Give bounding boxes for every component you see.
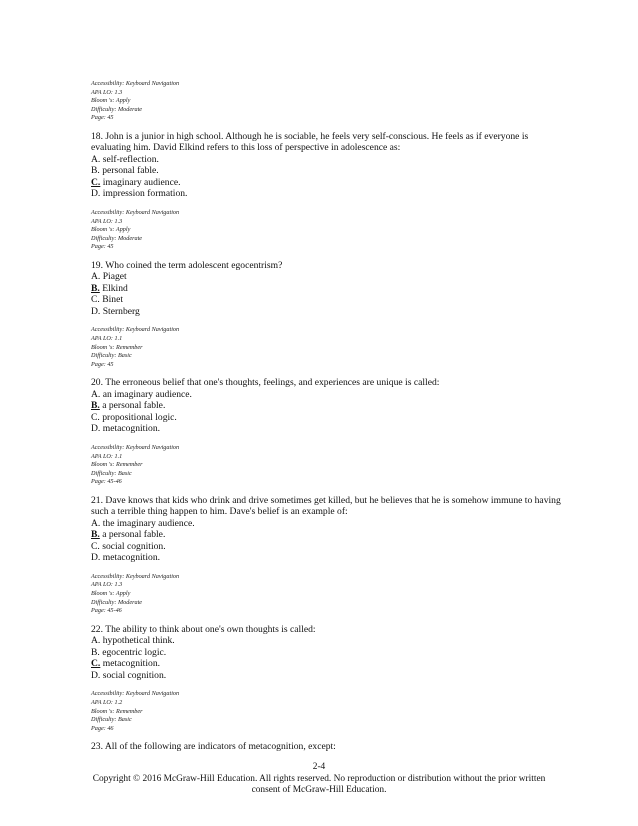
metadata-line: APA LO: 1.1 — [91, 335, 123, 343]
answer-option — [91, 165, 561, 177]
answer-option — [91, 552, 561, 564]
option-text: personal fable. — [99, 165, 159, 177]
option-letter: C. — [91, 658, 101, 670]
answer-option-correct — [91, 177, 561, 189]
metadata-line: Bloom 's: Remember — [91, 343, 143, 351]
option-letter: A. — [91, 635, 101, 647]
metadata-line: Accessibility: Keyboard Navigation — [91, 326, 180, 334]
option-text: imaginary audience. — [100, 176, 181, 188]
option-letter: A. — [91, 388, 101, 400]
question-text: 21. Dave knows that kids who drink and drive sometimes get killed, but he believes that he is somehow immune to having such a terrible thing happen to him. Dave's belief is an example of: — [91, 494, 561, 518]
option-text: Elkind — [99, 282, 128, 294]
question-text: 19. Who coined the term adolescent egocentrism? — [91, 259, 283, 271]
question-text: 22. The ability to think about one's own thoughts is called: — [91, 623, 316, 635]
metadata-line: Page: 46 — [91, 724, 114, 732]
question-item — [91, 495, 561, 564]
metadata-line: Accessibility: Keyboard Navigation — [91, 80, 180, 87]
copyright-notice: Copyright © 2016 McGraw-Hill Education. All rights reserved. No reproduction or distribution without the prior written consent of McGraw-Hill Education. — [92, 773, 546, 796]
question-item — [91, 377, 561, 435]
answer-option — [91, 541, 561, 553]
metadata-line: Bloom 's: Apply — [91, 590, 131, 598]
question-item — [91, 260, 561, 318]
answer-option — [91, 188, 561, 200]
metadata-line: Accessibility: Keyboard Navigation — [91, 208, 180, 216]
answer-option — [91, 412, 561, 424]
metadata-line: Bloom 's: Remember — [91, 461, 143, 469]
option-text: an imaginary audience. — [100, 388, 192, 400]
answer-option-correct — [91, 400, 561, 412]
option-text: social cognition. — [99, 540, 166, 552]
metadata-line: Bloom 's: Apply — [91, 97, 131, 105]
option-text: the imaginary audience. — [100, 517, 195, 529]
answer-option — [91, 670, 561, 682]
metadata-line: APA LO: 1.3 — [91, 581, 123, 589]
question-metadata — [91, 444, 561, 487]
option-letter: A. — [91, 517, 101, 529]
answer-option — [91, 271, 561, 283]
option-letter: B. — [91, 400, 100, 412]
question-metadata — [91, 573, 561, 616]
document-page — [91, 80, 561, 762]
option-text: egocentric logic. — [99, 646, 167, 658]
option-letter: A. — [91, 153, 101, 165]
option-letter: D. — [91, 552, 101, 564]
answer-option — [91, 647, 561, 659]
answer-option — [91, 389, 561, 401]
answer-option — [91, 518, 561, 530]
question-item — [91, 624, 561, 682]
metadata-line: Difficulty: Basic — [91, 716, 132, 724]
option-text: propositional logic. — [99, 411, 177, 423]
answer-option-correct — [91, 658, 561, 670]
metadata-line: Bloom 's: Apply — [91, 226, 131, 234]
option-text: Binet — [99, 294, 123, 306]
answer-option-correct — [91, 529, 561, 541]
option-text: impression formation. — [100, 188, 188, 200]
question-item — [91, 741, 561, 753]
option-text: social cognition. — [100, 669, 167, 681]
metadata-line: APA LO: 1.2 — [91, 698, 123, 706]
answer-option — [91, 635, 561, 647]
answer-option — [91, 294, 561, 306]
question-text: 20. The erroneous belief that one's thoughts, feelings, and experiences are unique is called: — [91, 377, 440, 389]
answer-option — [91, 306, 561, 318]
option-letter: D. — [91, 188, 101, 200]
question-metadata — [91, 80, 561, 123]
option-letter: C. — [91, 411, 100, 423]
metadata-line: Page: 45-46 — [91, 478, 122, 486]
option-letter: B. — [91, 646, 100, 658]
answer-option — [91, 423, 561, 435]
option-text: metacognition. — [100, 658, 161, 670]
option-letter: C. — [91, 294, 100, 306]
option-text: Piaget — [100, 271, 127, 283]
option-letter: B. — [91, 165, 100, 177]
question-text: 18. John is a junior in high school. Although he is sociable, he feels very self-conscious. He feels as if everyone is evaluating him. David Elkind refers to this loss of perspective in adolescence as: — [91, 130, 529, 154]
option-letter: D. — [91, 305, 101, 317]
metadata-line: Difficulty: Moderate — [91, 105, 143, 113]
metadata-line: Difficulty: Moderate — [91, 598, 143, 606]
question-item — [91, 131, 561, 200]
option-letter: C. — [91, 540, 100, 552]
metadata-line: Difficulty: Basic — [91, 352, 132, 360]
metadata-line: Accessibility: Keyboard Navigation — [91, 572, 180, 580]
page-footer — [0, 762, 638, 797]
metadata-line: Page: 45 — [91, 114, 114, 122]
option-letter: B. — [91, 282, 100, 294]
option-text: a personal fable. — [99, 400, 166, 412]
option-text: a personal fable. — [99, 529, 166, 541]
metadata-line: APA LO: 1.3 — [91, 217, 123, 225]
metadata-line: APA LO: 1.3 — [91, 88, 123, 96]
answer-option-correct — [91, 283, 561, 295]
option-letter: D. — [91, 669, 101, 681]
option-text: metacognition. — [100, 552, 161, 564]
metadata-line: Accessibility: Keyboard Navigation — [91, 690, 180, 698]
question-metadata — [91, 690, 561, 733]
option-letter: A. — [91, 271, 101, 283]
option-text: hypothetical think. — [100, 635, 175, 647]
metadata-line: Bloom 's: Remember — [91, 707, 143, 715]
question-metadata — [91, 209, 561, 252]
metadata-line: Accessibility: Keyboard Navigation — [91, 443, 180, 451]
metadata-line: Page: 45 — [91, 243, 114, 251]
page-number: 2-4 — [312, 762, 326, 772]
answer-option — [91, 154, 561, 166]
option-text: Sternberg — [100, 305, 140, 317]
question-text: 23. All of the following are indicators of metacognition, except: — [91, 741, 336, 753]
metadata-line: Difficulty: Basic — [91, 469, 132, 477]
metadata-line: Difficulty: Moderate — [91, 234, 143, 242]
metadata-line: Page: 45 — [91, 360, 114, 368]
option-letter: C. — [91, 176, 101, 188]
option-letter: B. — [91, 529, 100, 541]
metadata-line: APA LO: 1.1 — [91, 452, 123, 460]
option-text: self-reflection. — [100, 153, 159, 165]
question-metadata — [91, 326, 561, 369]
option-letter: D. — [91, 423, 101, 435]
metadata-line: Page: 45-46 — [91, 607, 122, 615]
option-text: metacognition. — [100, 423, 161, 435]
